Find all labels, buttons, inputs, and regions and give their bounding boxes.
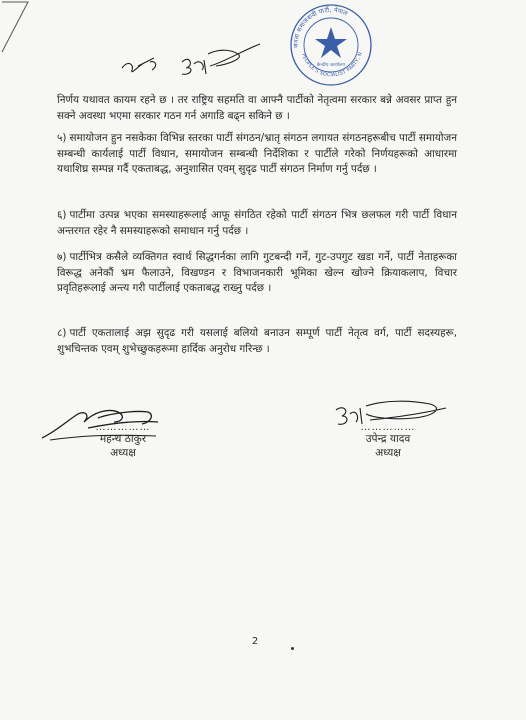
paragraph-8 <box>57 326 457 357</box>
paragraph-7 <box>57 250 457 297</box>
seal-text-bottom: PEOPLE'S SOCIALIST PARTY, N <box>300 51 364 79</box>
ink-dot <box>291 647 294 650</box>
paragraph-number: ५) <box>57 132 67 144</box>
paragraph-text: निर्णय यथावत कायम रहने छ । तर राष्ट्रिय सहमति वा आफ्नै पार्टीको नेतृत्वमा सरकार बन्ने अवसर प्राप्त हुन सक्ने अवस्था भएमा सरकार गठन गर्न अगाडि बढ्न सकिने छ । <box>57 94 457 122</box>
paragraph-text: समायोजन हुन नसकेका विभिन्न स्तरका पार्टी संगठन/भ्रातृ संगठन लगायत संगठनहरूबीच पार्टी समायोजन सम्बन्धी कार्यलाई पार्टी विधान, समायोजन सम्बन्धी निर्देशिका र पार्टीले गरेको निर्णयहरूको आधारमा यथाशिघ्र सम्पन्न गर्दै एकताबद्ध, अनुशासित एवम् सुदृढ पार्टी संगठन निर्माण गर्नु पर्दछ । <box>57 132 457 175</box>
header-signatures <box>120 36 270 86</box>
paragraph-text: पार्टीभित्र कसैले व्यक्तिगत स्वार्थ सिद्धगर्नका लागि गुटबन्दी गर्ने, गुट-उपगुट खडा गर्ने, पार्टी नेताहरूका विरूद्ध अनेकौं भ्रम फैलाउने, विखण्डन र विभाजनकारी भूमिका खेल्न खोज्ने क्रियाकलाप, विचार प्रवृतिहरूलाई अन्त्य गरी पार्टीलाई एकताबद्ध राख्नु पर्दछ । <box>57 251 457 294</box>
folded-corner-mark <box>0 0 60 60</box>
seal-star-icon <box>315 27 347 58</box>
seal-text-top: जनता समाजवादी पार्टी, नेपाल <box>292 6 349 49</box>
signatory-name: महन्थ ठाकुर <box>99 433 147 445</box>
paragraph-number: ७) <box>57 251 67 263</box>
signature-line: …………… <box>360 422 416 433</box>
signatory-left <box>58 424 188 460</box>
paragraph-5 <box>57 131 457 178</box>
paragraph-number: ८) <box>57 327 67 339</box>
signatory-name: उपेन्द्र यादव <box>365 433 411 445</box>
paragraph-text: पार्टीमा उत्पन्न भएका समस्याहरूलाई आफू संगठित रहेको पार्टी संगठन भित्र छलफल गरी पार्टी विधान अन्तरगत रहेर नै समस्याहरूको समाधान गर्नु पर्दछ । <box>57 209 457 237</box>
signature-line: …………… <box>95 422 151 433</box>
paragraph-text: पार्टी एकतालाई अझ सुदृढ गरी यसलाई बलियो बनाउन सम्पूर्ण पार्टी नेतृत्व वर्ग, पार्टी सदस्यहरू, शुभचिन्तक एवम् शुभेच्छुकहरूमा हार्दिक अनुरोध गरिन्छ । <box>57 327 457 355</box>
signatory-right <box>323 424 453 460</box>
paragraph-number: ६) <box>57 209 67 221</box>
paragraph-6 <box>57 208 457 239</box>
paragraph-intro <box>57 93 457 124</box>
page-number: 2 <box>251 636 259 647</box>
seal-inner-text: केन्द्रीय कार्यालय <box>316 63 346 68</box>
party-seal <box>288 2 374 88</box>
signatory-title: अध्यक्ष <box>375 447 401 459</box>
signatory-title: अध्यक्ष <box>110 447 136 459</box>
